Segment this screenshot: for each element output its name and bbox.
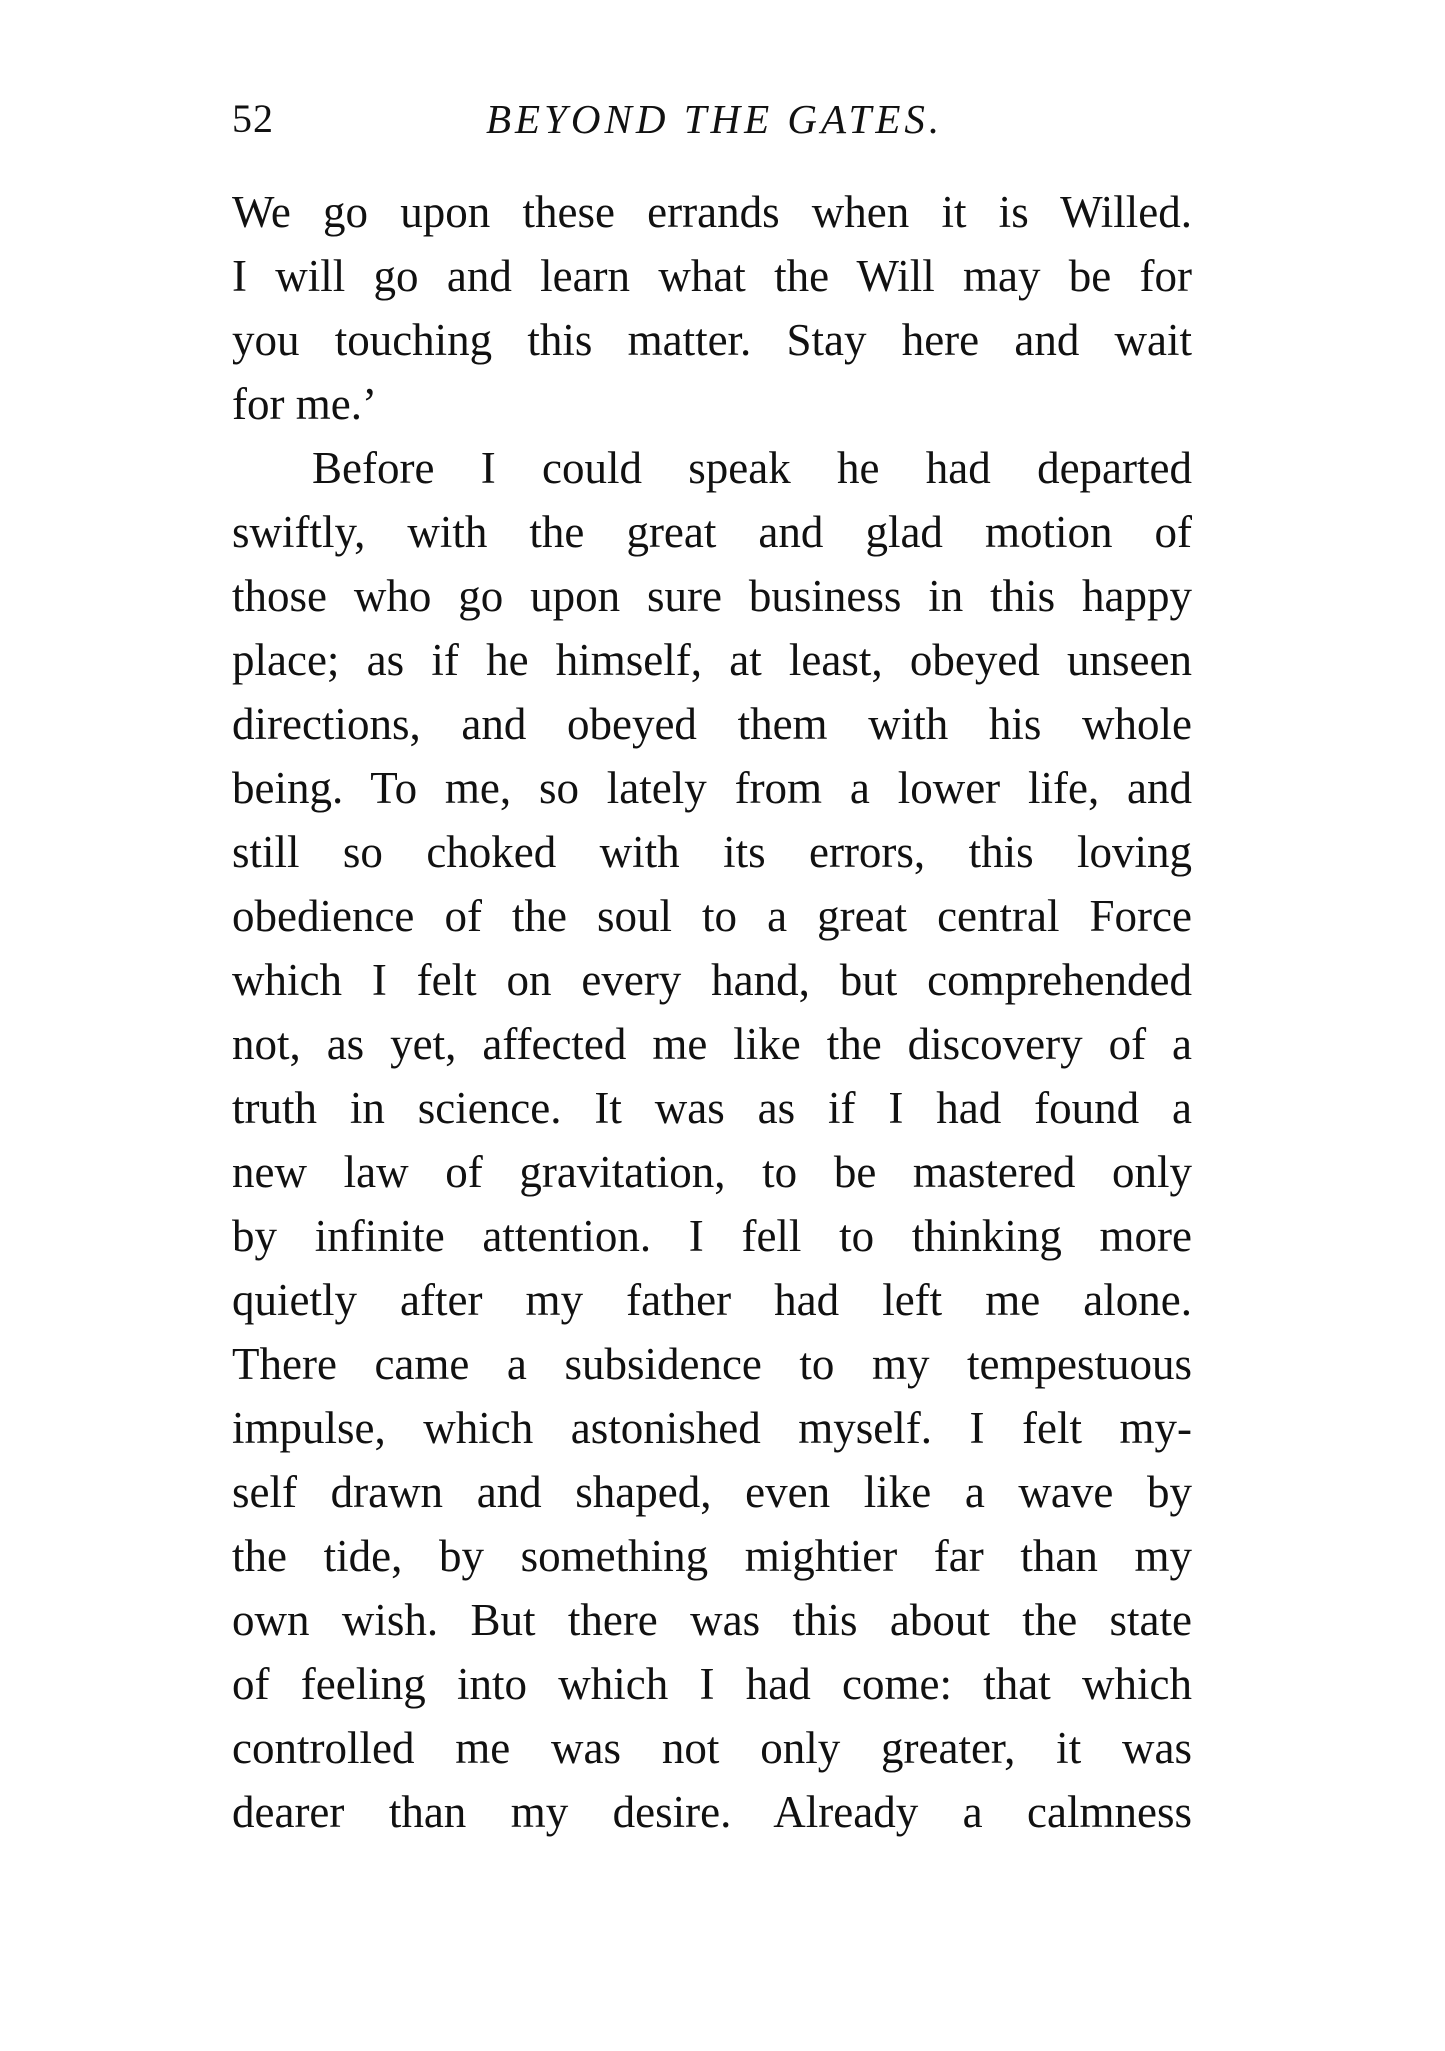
text-line: you touching this matter. Stay here and wait: [232, 315, 1192, 365]
text-line: those who go upon sure business in this happy: [232, 571, 1192, 621]
text-line: I will go and learn what the Will may be for: [232, 251, 1192, 301]
text-line: still so choked with its errors, this loving: [232, 827, 1192, 877]
text-line: being. To me, so lately from a lower life, and: [232, 763, 1192, 813]
text-line: obedience of the soul to a great central Force: [232, 891, 1192, 941]
text-line: There came a subsidence to my tempestuous: [232, 1339, 1192, 1389]
page-header: [232, 95, 1192, 155]
text-line: for me.’: [232, 379, 377, 429]
text-line: the tide, by something mightier far than my: [232, 1531, 1192, 1581]
text-line: We go upon these errands when it is Willed.: [232, 187, 1192, 237]
paragraph-first-line: Before I could speak he had departed: [312, 443, 1192, 493]
text-line: own wish. But there was this about the state: [232, 1595, 1192, 1645]
text-line: which I felt on every hand, but comprehended: [232, 955, 1192, 1005]
text-line: controlled me was not only greater, it was: [232, 1723, 1192, 1773]
text-line: quietly after my father had left me alone.: [232, 1275, 1192, 1325]
text-line: by infinite attention. I fell to thinking more: [232, 1211, 1192, 1261]
page-number: 52: [232, 96, 274, 141]
text-line: not, as yet, affected me like the discovery of a: [232, 1019, 1192, 1069]
text-line: new law of gravitation, to be mastered only: [232, 1147, 1192, 1197]
running-title: BEYOND THE GATES.: [486, 96, 944, 142]
text-line: impulse, which astonished myself. I felt my-: [232, 1403, 1192, 1453]
text-line: directions, and obeyed them with his whole: [232, 699, 1192, 749]
text-line: swiftly, with the great and glad motion of: [232, 507, 1192, 557]
body-text: [232, 180, 1192, 1844]
text-line: place; as if he himself, at least, obeyed unseen: [232, 635, 1192, 685]
text-line: of feeling into which I had come: that which: [232, 1659, 1192, 1709]
text-line: self drawn and shaped, even like a wave by: [232, 1467, 1192, 1517]
text-line: dearer than my desire. Already a calmness: [232, 1787, 1192, 1837]
text-line: truth in science. It was as if I had found a: [232, 1083, 1192, 1133]
